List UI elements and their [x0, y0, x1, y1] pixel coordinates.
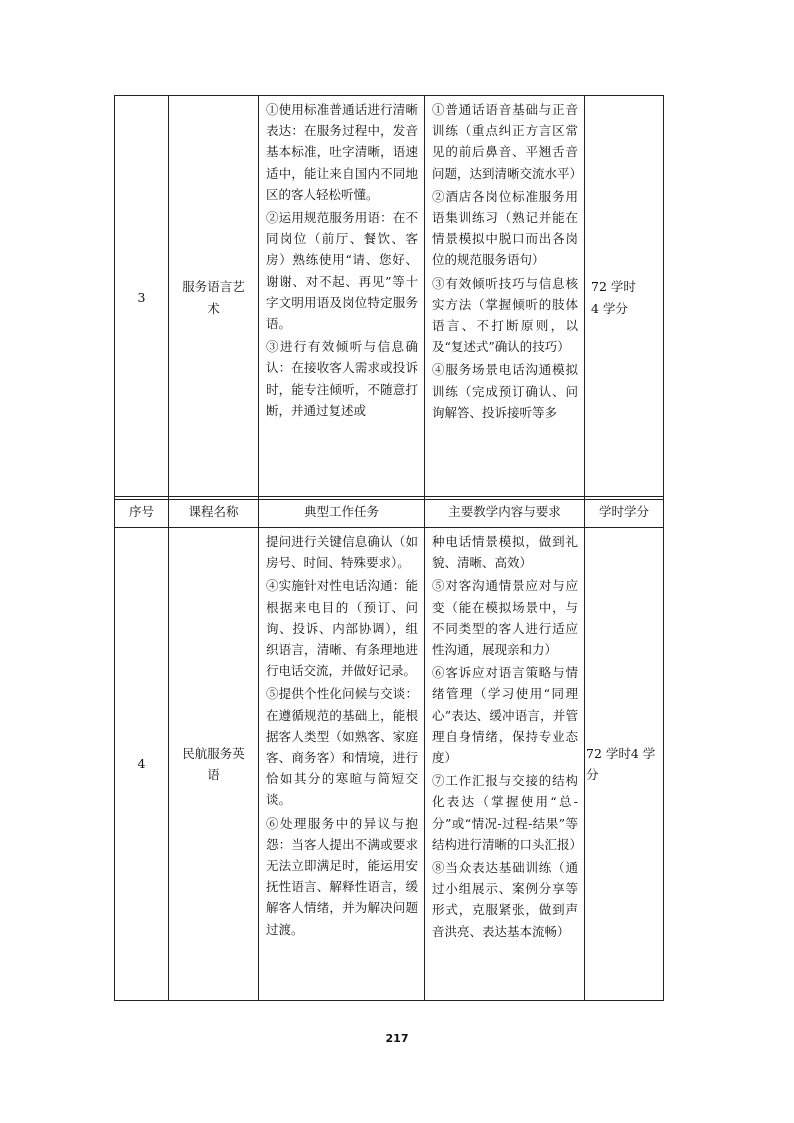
task-item: 提问进行关键信息确认（如房号、时间、特殊要求）。 [266, 534, 418, 571]
hours-credits [585, 96, 664, 500]
hours-credits: 72 学时4 学分 [585, 528, 664, 1001]
row-number: 4 [115, 528, 169, 1001]
header-course-name: 课程名称 [169, 497, 259, 528]
content-item: ⑦工作汇报与交接的结构化表达（掌握使用“总-分”或“情况-过程-结果”等结构进行清晰的口头汇报） [432, 773, 583, 852]
content-item: ③有效倾听技巧与信息核实方法（掌握倾听的肢体语言、不打断原则，以及“复述式”确认的技巧） [432, 275, 578, 355]
header-tasks: 典型工作任务 [259, 497, 425, 528]
task-item: ②运用规范服务用语：在不同岗位（前厅、餐饮、客房）熟练使用“请、您好、谢谢、对不起、再见”等十字文明用语及岗位特定服务语。 [266, 210, 418, 332]
task-item: ④实施针对性电话沟通：能根据来电目的（预订、问询、投诉、内部协调），组织语言，清晰、有条理地进行电话交流，并做好记录。 [266, 578, 418, 679]
content-item: ⑤对客沟通情景应对与应变（能在模拟场景中，与不同类型的客人进行适应性沟通，展现亲和力） [432, 578, 578, 658]
teaching-contents [425, 528, 585, 1001]
teaching-contents [425, 96, 585, 500]
content-item: 种电话情景模拟，做到礼貌、清晰、高效） [432, 534, 578, 571]
credits-text: 4 学分 [591, 300, 628, 316]
header-no: 序号 [115, 497, 169, 528]
table-row [115, 528, 664, 1001]
page-number: 217 [385, 1032, 409, 1045]
content-item: ④服务场景电话沟通模拟训练（完成预订确认、问询解答、投诉接听等多 [432, 362, 578, 420]
task-item: ③进行有效倾听与信息确认：在接收客人需求或投诉时，能专注倾听，不随意打断，并通过复述或 [266, 339, 418, 418]
header-contents: 主要教学内容与要求 [425, 497, 585, 528]
course-name [169, 528, 259, 1001]
content-item: ⑧当众表达基础训练（通过小组展示、案例分享等形式，克服紧张，做到声音洪亮、表达基本流畅） [432, 860, 578, 939]
content-item: ②酒店各岗位标准服务用语集训练习（熟记并能在情景模拟中脱口而出各岗位的规范服务语句） [432, 188, 578, 268]
task-item: ⑥处理服务中的异议与抱怨：当客人提出不满或要求无法立即满足时，能运用安抚性语言、解释性语言，缓解客人情绪，并为解决问题过渡。 [266, 815, 418, 937]
task-item: ⑤提供个性化问候与交谈：在遵循规范的基础上，能根据客人类型（如熟客、家庭客、商务客）和情境，进行恰如其分的寒暄与简短交谈。 [266, 686, 418, 808]
typical-tasks [259, 96, 425, 500]
row-number: 3 [115, 96, 169, 500]
table-header-row [115, 497, 664, 528]
table-row [115, 96, 664, 500]
course-table-bottom [114, 496, 664, 1001]
content-item: ①普通话语音基础与正音训练（重点纠正方言区常见的前后鼻音、平翘舌音问题，达到清晰交流水平） [432, 102, 583, 181]
content-item: ⑥客诉应对语言策略与情绪管理（学习使用“同理心”表达、缓冲语言，并管理自身情绪，保持专业态度） [432, 665, 578, 766]
typical-tasks [259, 528, 425, 1001]
course-name [169, 96, 259, 500]
course-name-text: 服务语言艺术 [182, 279, 245, 316]
header-hours: 学时学分 [585, 497, 664, 528]
course-table-top [114, 95, 664, 500]
course-name-text: 民航服务英语 [182, 745, 245, 782]
task-item: ①使用标准普通话进行清晰表达：在服务过程中，发音基本标准，吐字清晰，语速适中，能让来自国内不同地区的客人轻松听懂。 [266, 102, 418, 202]
hours-text: 72 学时 [591, 279, 636, 295]
